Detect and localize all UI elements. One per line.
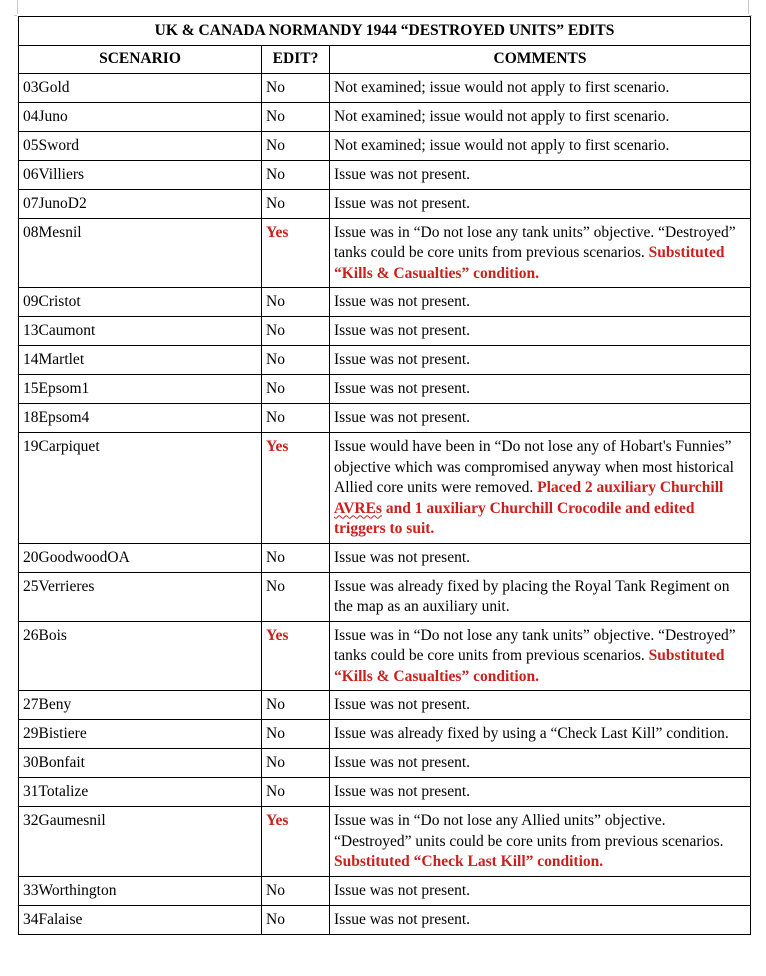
comment-cell [330,433,751,544]
header-comments: COMMENTS [330,46,751,74]
page-corner-guides [0,0,766,16]
scenario-cell: 34Falaise [19,905,262,934]
table-row [19,433,751,544]
table-row [19,621,751,691]
edit-cell: No [262,102,330,131]
corner-guide-left-h [14,15,17,16]
comment-cell [330,218,751,288]
table-row [19,404,751,433]
scenario-cell: 31Totalize [19,778,262,807]
header-scenario: SCENARIO [19,46,262,74]
table-row [19,876,751,905]
comment-cell: Issue was not present. [330,543,751,572]
edit-cell: No [262,317,330,346]
table-title: UK & CANADA NORMANDY 1944 “DESTROYED UNITS” EDITS [19,17,751,46]
edit-cell: No [262,691,330,720]
header-row [19,46,751,74]
header-edit: EDIT? [262,46,330,74]
scenario-cell: 26Bois [19,621,262,691]
edit-cell: No [262,375,330,404]
comment-cell: Issue was not present. [330,375,751,404]
table-row [19,218,751,288]
edit-cell: No [262,572,330,621]
comment-edit-text: Substituted “Check Last Kill” condition. [334,853,604,870]
comment-cell: Issue was not present. [330,288,751,317]
scenario-cell: 27Beny [19,691,262,720]
comment-cell: Not examined; issue would not apply to first scenario. [330,73,751,102]
comment-edit-text-b: and 1 auxiliary Churchill Crocodile and edited triggers to suit. [334,499,695,537]
comment-cell: Issue was not present. [330,691,751,720]
scenario-cell: 07JunoD2 [19,189,262,218]
table-row [19,288,751,317]
scenario-cell: 30Bonfait [19,749,262,778]
edit-cell: No [262,749,330,778]
scenario-cell: 25Verrieres [19,572,262,621]
comment-cell: Issue was not present. [330,189,751,218]
comment-text: Issue was in “Do not lose any tank units” objective. “Destroyed” tanks could be core units from previous scenarios. [334,223,736,261]
scenario-cell: 15Epsom1 [19,375,262,404]
scenario-cell: 29Bistiere [19,720,262,749]
scenario-cell: 03Gold [19,73,262,102]
comment-edit-text-a: Placed 2 auxiliary Churchill [537,479,724,496]
edit-cell: No [262,73,330,102]
edit-cell: No [262,189,330,218]
comment-cell: Issue was not present. [330,876,751,905]
scenario-cell: 14Martlet [19,346,262,375]
edit-cell: No [262,131,330,160]
table-row [19,73,751,102]
comment-cell: Issue was not present. [330,749,751,778]
edit-cell-yes: Yes [262,433,330,544]
comment-cell: Issue was not present. [330,317,751,346]
table-row [19,131,751,160]
comment-cell: Not examined; issue would not apply to first scenario. [330,131,751,160]
comment-text: Issue was in “Do not lose any tank units” objective. “Destroyed” tanks could be core units from previous scenarios. [334,626,736,664]
edit-cell-yes: Yes [262,218,330,288]
edit-cell: No [262,543,330,572]
table-row [19,807,751,877]
table-row [19,102,751,131]
table-row [19,189,751,218]
comment-cell: Issue was not present. [330,404,751,433]
comment-text: Issue would have been in “Do not lose any of Hobart's Funnies” objective which was compromised anyway when most historical Allied core units were removed. [334,438,734,496]
corner-guide-left [17,0,18,14]
edit-cell-yes: Yes [262,807,330,877]
comment-cell: Not examined; issue would not apply to first scenario. [330,102,751,131]
table-row [19,691,751,720]
table-row [19,160,751,189]
spellcheck-flagged-word: AVREs [334,499,382,517]
table-row [19,572,751,621]
scenario-cell: 05Sword [19,131,262,160]
destroyed-units-edits-table [18,16,751,935]
edit-cell-yes: Yes [262,621,330,691]
table-row [19,317,751,346]
comment-edit-text: Substituted “Kills & Casualties” condition. [334,244,725,282]
edit-cell: No [262,905,330,934]
corner-guide-right [748,0,749,14]
table-row [19,778,751,807]
edit-cell: No [262,404,330,433]
scenario-cell: 09Cristot [19,288,262,317]
comment-cell: Issue was not present. [330,160,751,189]
scenario-cell: 20GoodwoodOA [19,543,262,572]
edit-cell: No [262,288,330,317]
comment-cell [330,807,751,877]
edit-cell: No [262,160,330,189]
scenario-cell: 08Mesnil [19,218,262,288]
comment-cell: Issue was not present. [330,905,751,934]
table-row [19,905,751,934]
table-row [19,543,751,572]
scenario-cell: 13Caumont [19,317,262,346]
table-row [19,346,751,375]
scenario-cell: 19Carpiquet [19,433,262,544]
scenario-cell: 33Worthington [19,876,262,905]
scenario-cell: 06Villiers [19,160,262,189]
table-row [19,720,751,749]
table-row [19,375,751,404]
comment-cell [330,621,751,691]
title-row [19,17,751,46]
table-row [19,749,751,778]
comment-cell: Issue was not present. [330,346,751,375]
edit-cell: No [262,876,330,905]
comment-text: Issue was in “Do not lose any Allied units” objective. “Destroyed” units could be core units from previous scenarios. [334,812,724,850]
scenario-cell: 18Epsom4 [19,404,262,433]
edit-cell: No [262,346,330,375]
scenario-cell: 04Juno [19,102,262,131]
edit-cell: No [262,720,330,749]
comment-cell: Issue was not present. [330,778,751,807]
comment-cell: Issue was already fixed by placing the Royal Tank Regiment on the map as an auxiliary unit. [330,572,751,621]
comment-cell: Issue was already fixed by using a “Check Last Kill” condition. [330,720,751,749]
scenario-cell: 32Gaumesnil [19,807,262,877]
comment-edit-text: Substituted “Kills & Casualties” condition. [334,647,725,685]
edit-cell: No [262,778,330,807]
